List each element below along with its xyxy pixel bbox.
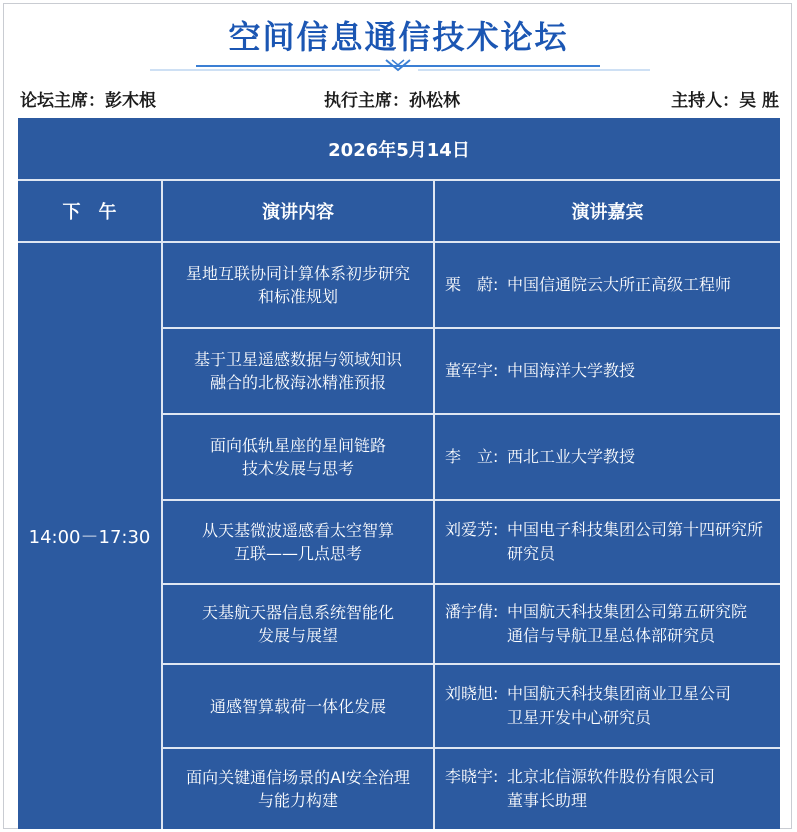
grid-line [162, 499, 780, 501]
session-topic: 星地互联协同计算体系初步研究 和标准规划 [185, 264, 410, 306]
session-topic: 面向关键通信场景的AI安全治理 与能力构建 [186, 767, 410, 810]
session-topic: 基于卫星遥感数据与领域知识 融合的北极海冰精准预报 [193, 350, 402, 392]
time-range: 14:00－17:30 [28, 526, 151, 548]
speaker-name: 李晓宇: [445, 766, 499, 786]
speaker-affiliation: 西北工业大学教授 [507, 447, 636, 466]
speaker-name: 潘宇倩: [445, 602, 499, 621]
session-topic: 天基航天器信息系统智能化 发展与展望 [201, 603, 394, 645]
grid-line [162, 663, 780, 665]
session-topic: 从天基微波遥感看太空智算 互联——几点思考 [201, 521, 394, 563]
grid-line [162, 327, 780, 329]
grid-line [162, 583, 780, 585]
speaker-affiliation: 中国电子科技集团公司第十四研究所 [507, 520, 764, 539]
speaker-name: 李 立: [445, 447, 499, 466]
speaker-name: 刘爱芳: [445, 520, 499, 539]
session-topic: 通感智算载荷一体化发展 [209, 696, 386, 716]
speaker-name: 刘晓旭: [445, 684, 499, 703]
header-period: 下 午 [62, 202, 117, 223]
grid-line [161, 180, 163, 829]
grid-line [18, 179, 780, 181]
session-speaker: 刘爱芳: 中国电子科技集团公司第十四研究所 研究员 [445, 520, 764, 563]
page-title: 空间信息通信技术论坛 [228, 18, 569, 56]
speaker-affiliation: 北京北信源软件股份有限公司 [507, 766, 716, 786]
session-speaker: 刘晓旭: 中国航天科技集团商业卫星公司 卫星开发中心研究员 [445, 684, 732, 727]
title-divider-ornament [0, 54, 797, 78]
speaker-name: 董军宇: [445, 361, 499, 380]
session-speaker [435, 414, 780, 500]
header-topic: 演讲内容 [262, 202, 334, 223]
date-cell: 2026年5月14日 [328, 140, 470, 161]
grid-line [162, 747, 780, 749]
schedule-table [18, 118, 780, 829]
executive-chair: 执行主席：孙松林 [324, 91, 460, 111]
session-speaker: 李晓宇: 北京北信源软件股份有限公司 董事长助理 [445, 766, 716, 810]
session-speaker [435, 328, 780, 414]
session-topic: 面向低轨星座的星间链路 技术发展与思考 [209, 436, 386, 478]
speaker-affiliation: 中国信通院云大所正高级工程师 [507, 275, 732, 294]
speaker-affiliation: 中国海洋大学教授 [507, 361, 636, 380]
header-speaker: 演讲嘉宾 [571, 202, 644, 223]
speaker-affiliation: 中国航天科技集团公司第五研究院 [507, 602, 748, 621]
session-speaker [435, 242, 780, 328]
grid-line [162, 413, 780, 415]
forum-chair: 论坛主席：彭木根 [20, 91, 156, 111]
speaker-name: 栗 蔚: [445, 275, 499, 294]
speaker-affiliation: 中国航天科技集团商业卫星公司 [507, 684, 732, 703]
host: 主持人：吴 胜 [671, 91, 779, 111]
grid-line [18, 241, 780, 243]
session-speaker: 潘宇倩: 中国航天科技集团公司第五研究院 通信与导航卫星总体部研究员 [445, 602, 748, 645]
grid-line [433, 180, 435, 829]
